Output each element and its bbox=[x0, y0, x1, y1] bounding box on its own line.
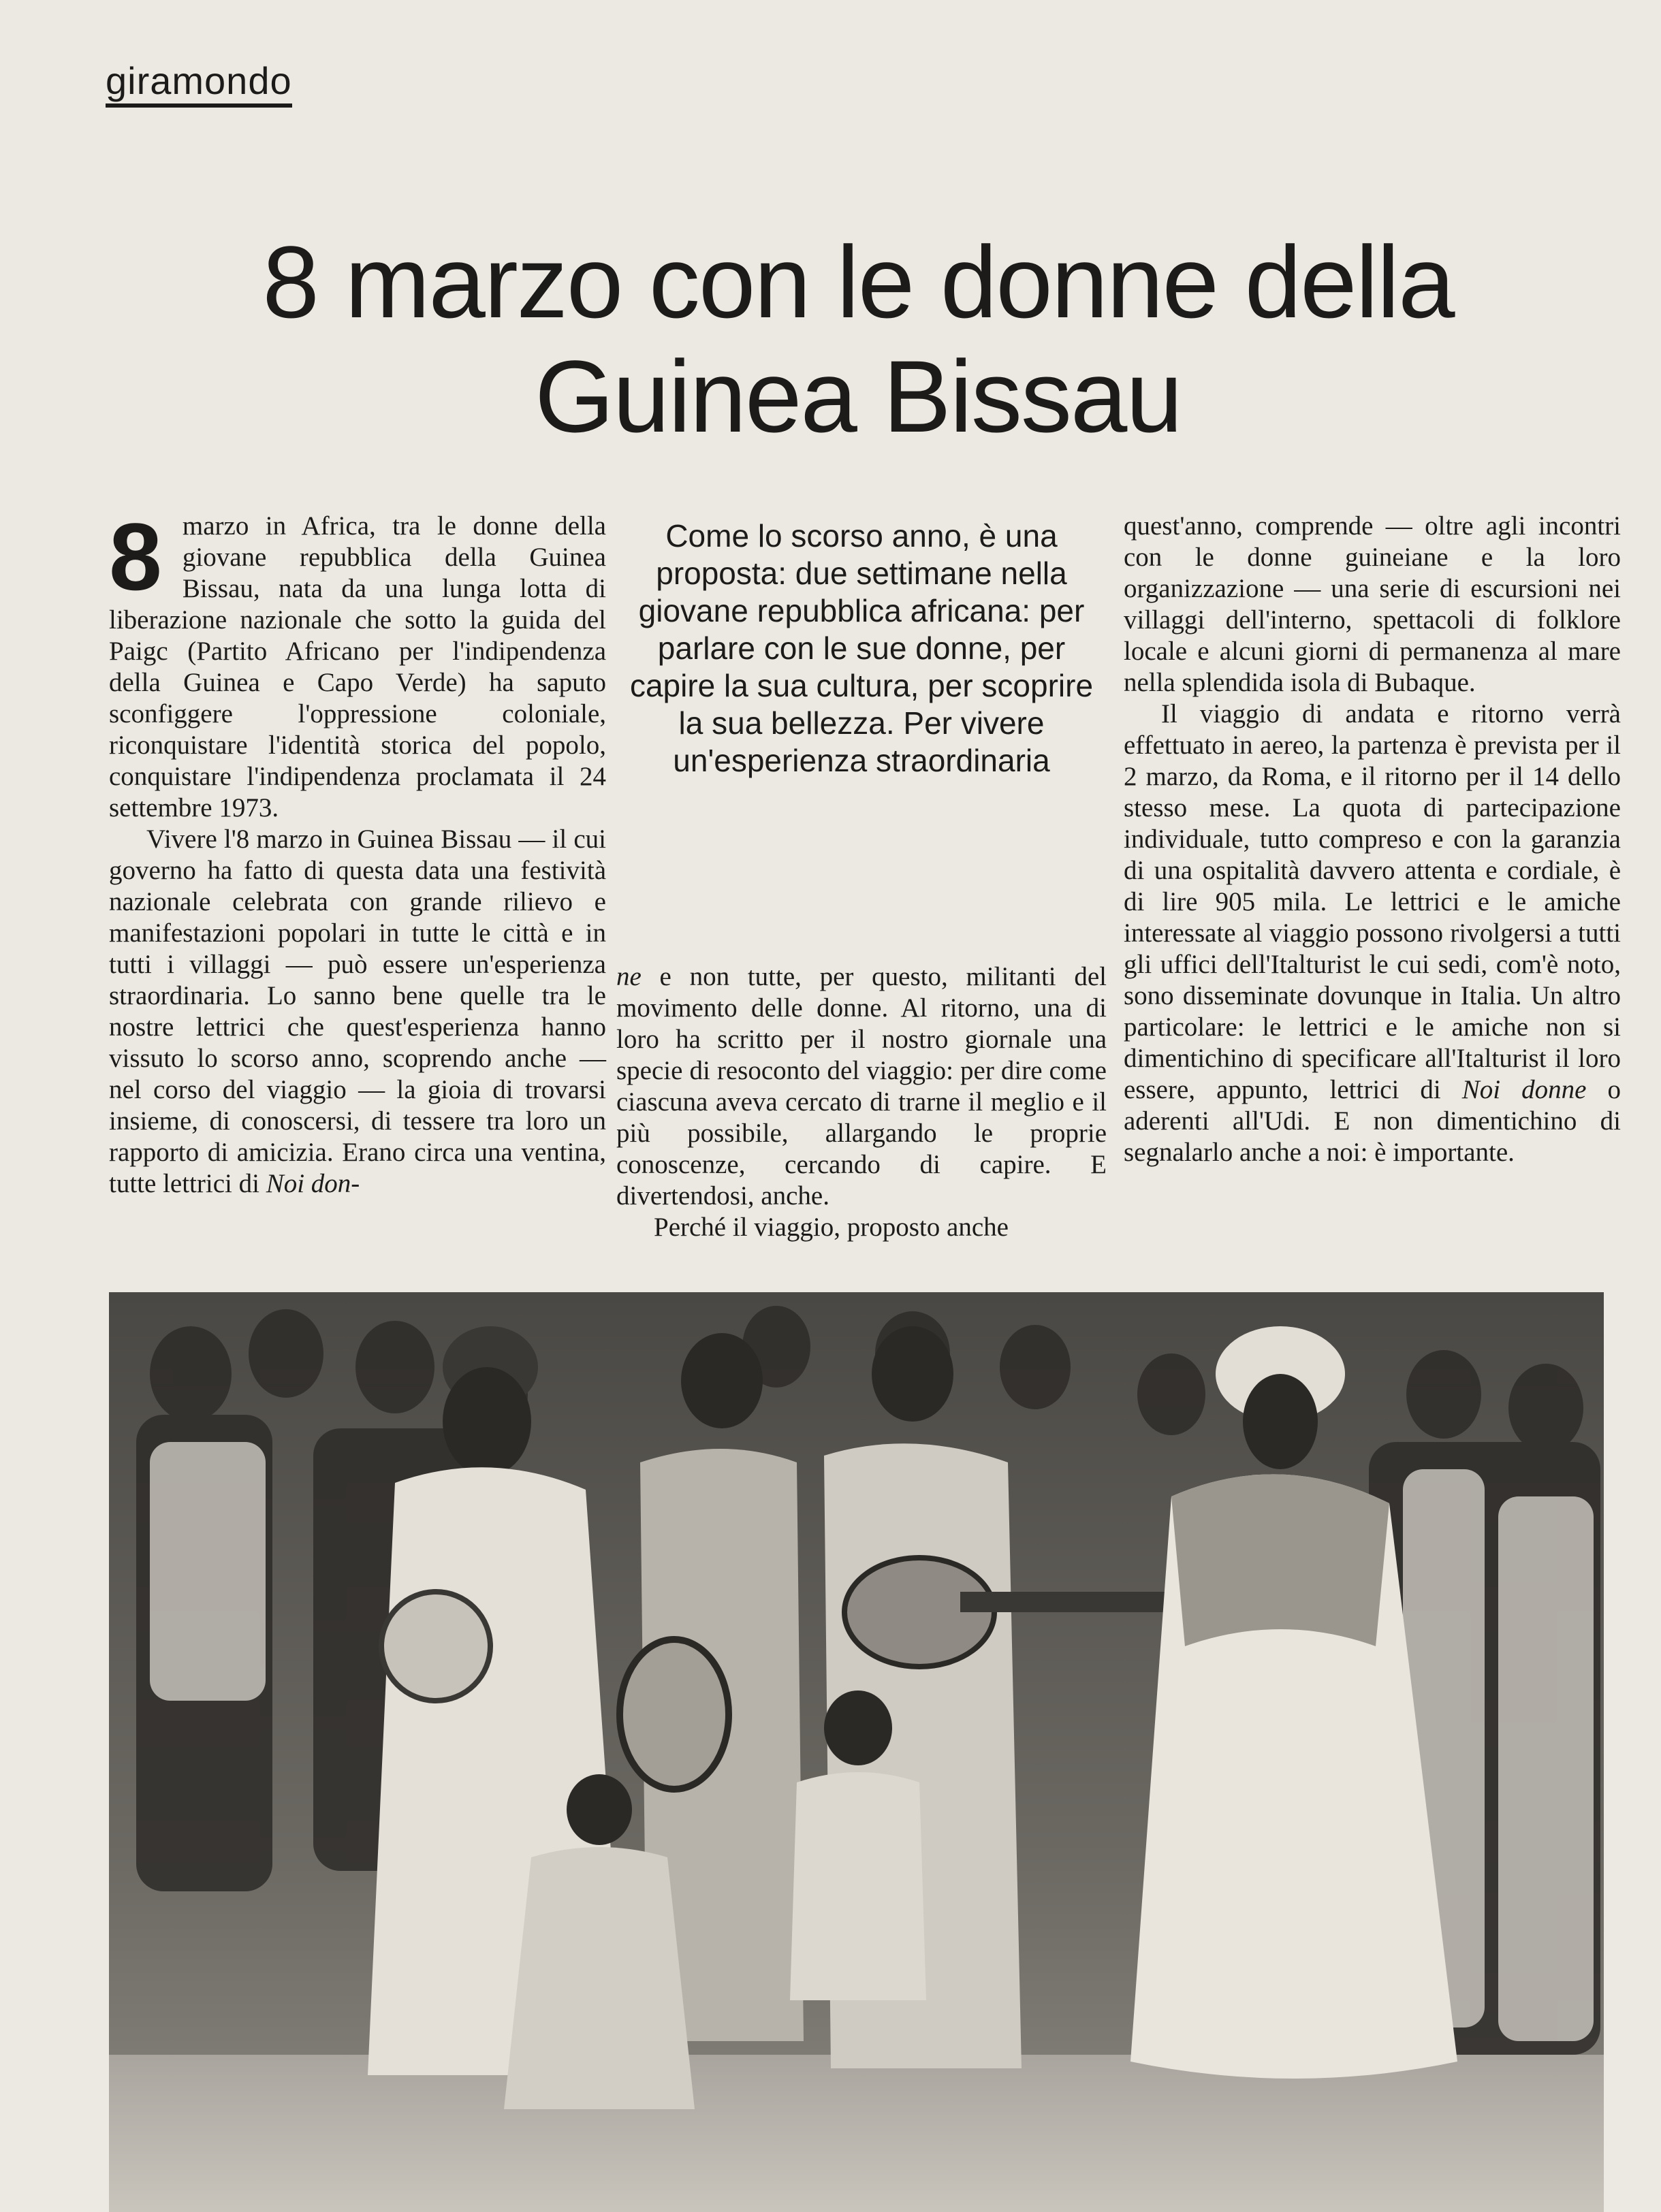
magazine-name-italic: ne bbox=[616, 962, 642, 991]
dance-photo-illustration bbox=[109, 1292, 1604, 2212]
article-paragraph bbox=[109, 503, 606, 824]
drop-cap: 8 bbox=[109, 503, 162, 610]
article-paragraph bbox=[616, 961, 1107, 1212]
drum bbox=[620, 1639, 729, 1789]
paragraph-text: Il viaggio di andata e ritorno verrà effettuato in aereo, la partenza è prevista per il 2 marzo, da Roma, e il ritorno per il 14 dello stesso mese. La quota di partecipazione individuale, tutto compreso e con la garanzia di una ospitalità davvero attenta e cordiale, è di lire 905 mila. Le lettrici e le amiche interessate al viaggio possono rivolgersi a tutti gli uffici dell'Italturist le cui sedi, com'è noto, sono disseminate dovunque in Italia. Un altro particolare: le lettrici e le amiche non si dimentichino di specificare all'Italturist il loro essere, appunto, lettrici di bbox=[1124, 699, 1621, 1104]
paragraph-text: Vivere l'8 marzo in Guinea Bissau — il cui governo ha fatto di questa data una festività nazionale celebrata con grande rilievo e manifestazioni popolari in tutte le città e in tutti i villaggi — può essere un'esperienza straordinaria. Lo sanno bene quelle tra le nostre lettrici che quest'esperienza hanno vissuto lo scorso anno, scoprendo anche — nel corso del viaggio — la gioia di trovarsi insieme, di conoscersi, di tessere tra loro un rapporto di amicizia. Erano circa una ventina, tutte lettrici di bbox=[109, 824, 606, 1198]
article-paragraph bbox=[1124, 699, 1621, 1168]
paragraph-text: marzo in Africa, tra le donne della giovane repubblica della Guinea Bissau, nata da una lunga lotta di liberazione nazionale che sotto la guida del Paigc (Partito Africano per l'indipendenza della Guinea e Capo Verde) ha saputo sconfiggere l'oppressione coloniale, riconquistare l'identità storica del popolo, conquistare l'indipendenza proclamata il 24 settembre 1973. bbox=[109, 511, 606, 822]
article-paragraph bbox=[109, 824, 606, 1200]
section-label: giramondo bbox=[106, 60, 292, 108]
article-column-left bbox=[109, 503, 606, 1200]
paragraph-text: e non tutte, per questo, militanti del movimento delle donne. Al ritorno, una di loro ha scritto per il nostro giornale una specie di resoconto del viaggio: per dire come ciascuna aveva cercato di trarne il meglio e il più possibile, allargando le proprie conoscenze, cercando di capire. E divertendosi, anche. bbox=[616, 962, 1107, 1211]
paragraph-text: quest'anno, comprende — oltre agli incontri con le donne guineiane e la loro organizzazione — una serie di escursioni nei villaggi dell'interno, spettacoli di folklore locale e alcuni giorni di permanenza al mare nella splendida isola di Bubaque. bbox=[1124, 511, 1621, 697]
article-column-right bbox=[1124, 511, 1621, 1168]
headline-line-1: 8 marzo con le donne della bbox=[262, 225, 1454, 339]
headline-line-2: Guinea Bissau bbox=[535, 339, 1182, 453]
magazine-name-italic: Noi donne bbox=[1461, 1075, 1587, 1104]
pull-quote: Come lo scorso anno, è una proposta: due settimane nella giovane repubblica africana: per parlare con le sue donne, per capire la sua cultura, per scoprire la sua bellezza. Per vivere un'esperienza straordinaria bbox=[629, 518, 1094, 778]
headline bbox=[102, 225, 1614, 453]
article-column-middle bbox=[616, 961, 1107, 1243]
article-paragraph bbox=[616, 1212, 1107, 1243]
article-paragraph bbox=[1124, 511, 1621, 699]
dance-photo bbox=[109, 1292, 1604, 2212]
paragraph-text: Perché il viaggio, proposto anche bbox=[654, 1213, 1009, 1242]
magazine-name-italic: Noi don- bbox=[266, 1169, 360, 1198]
paragraph-text: o aderenti all'Udi. E non dimentichino di segnalarlo anche a noi: è importante. bbox=[1124, 1075, 1621, 1167]
